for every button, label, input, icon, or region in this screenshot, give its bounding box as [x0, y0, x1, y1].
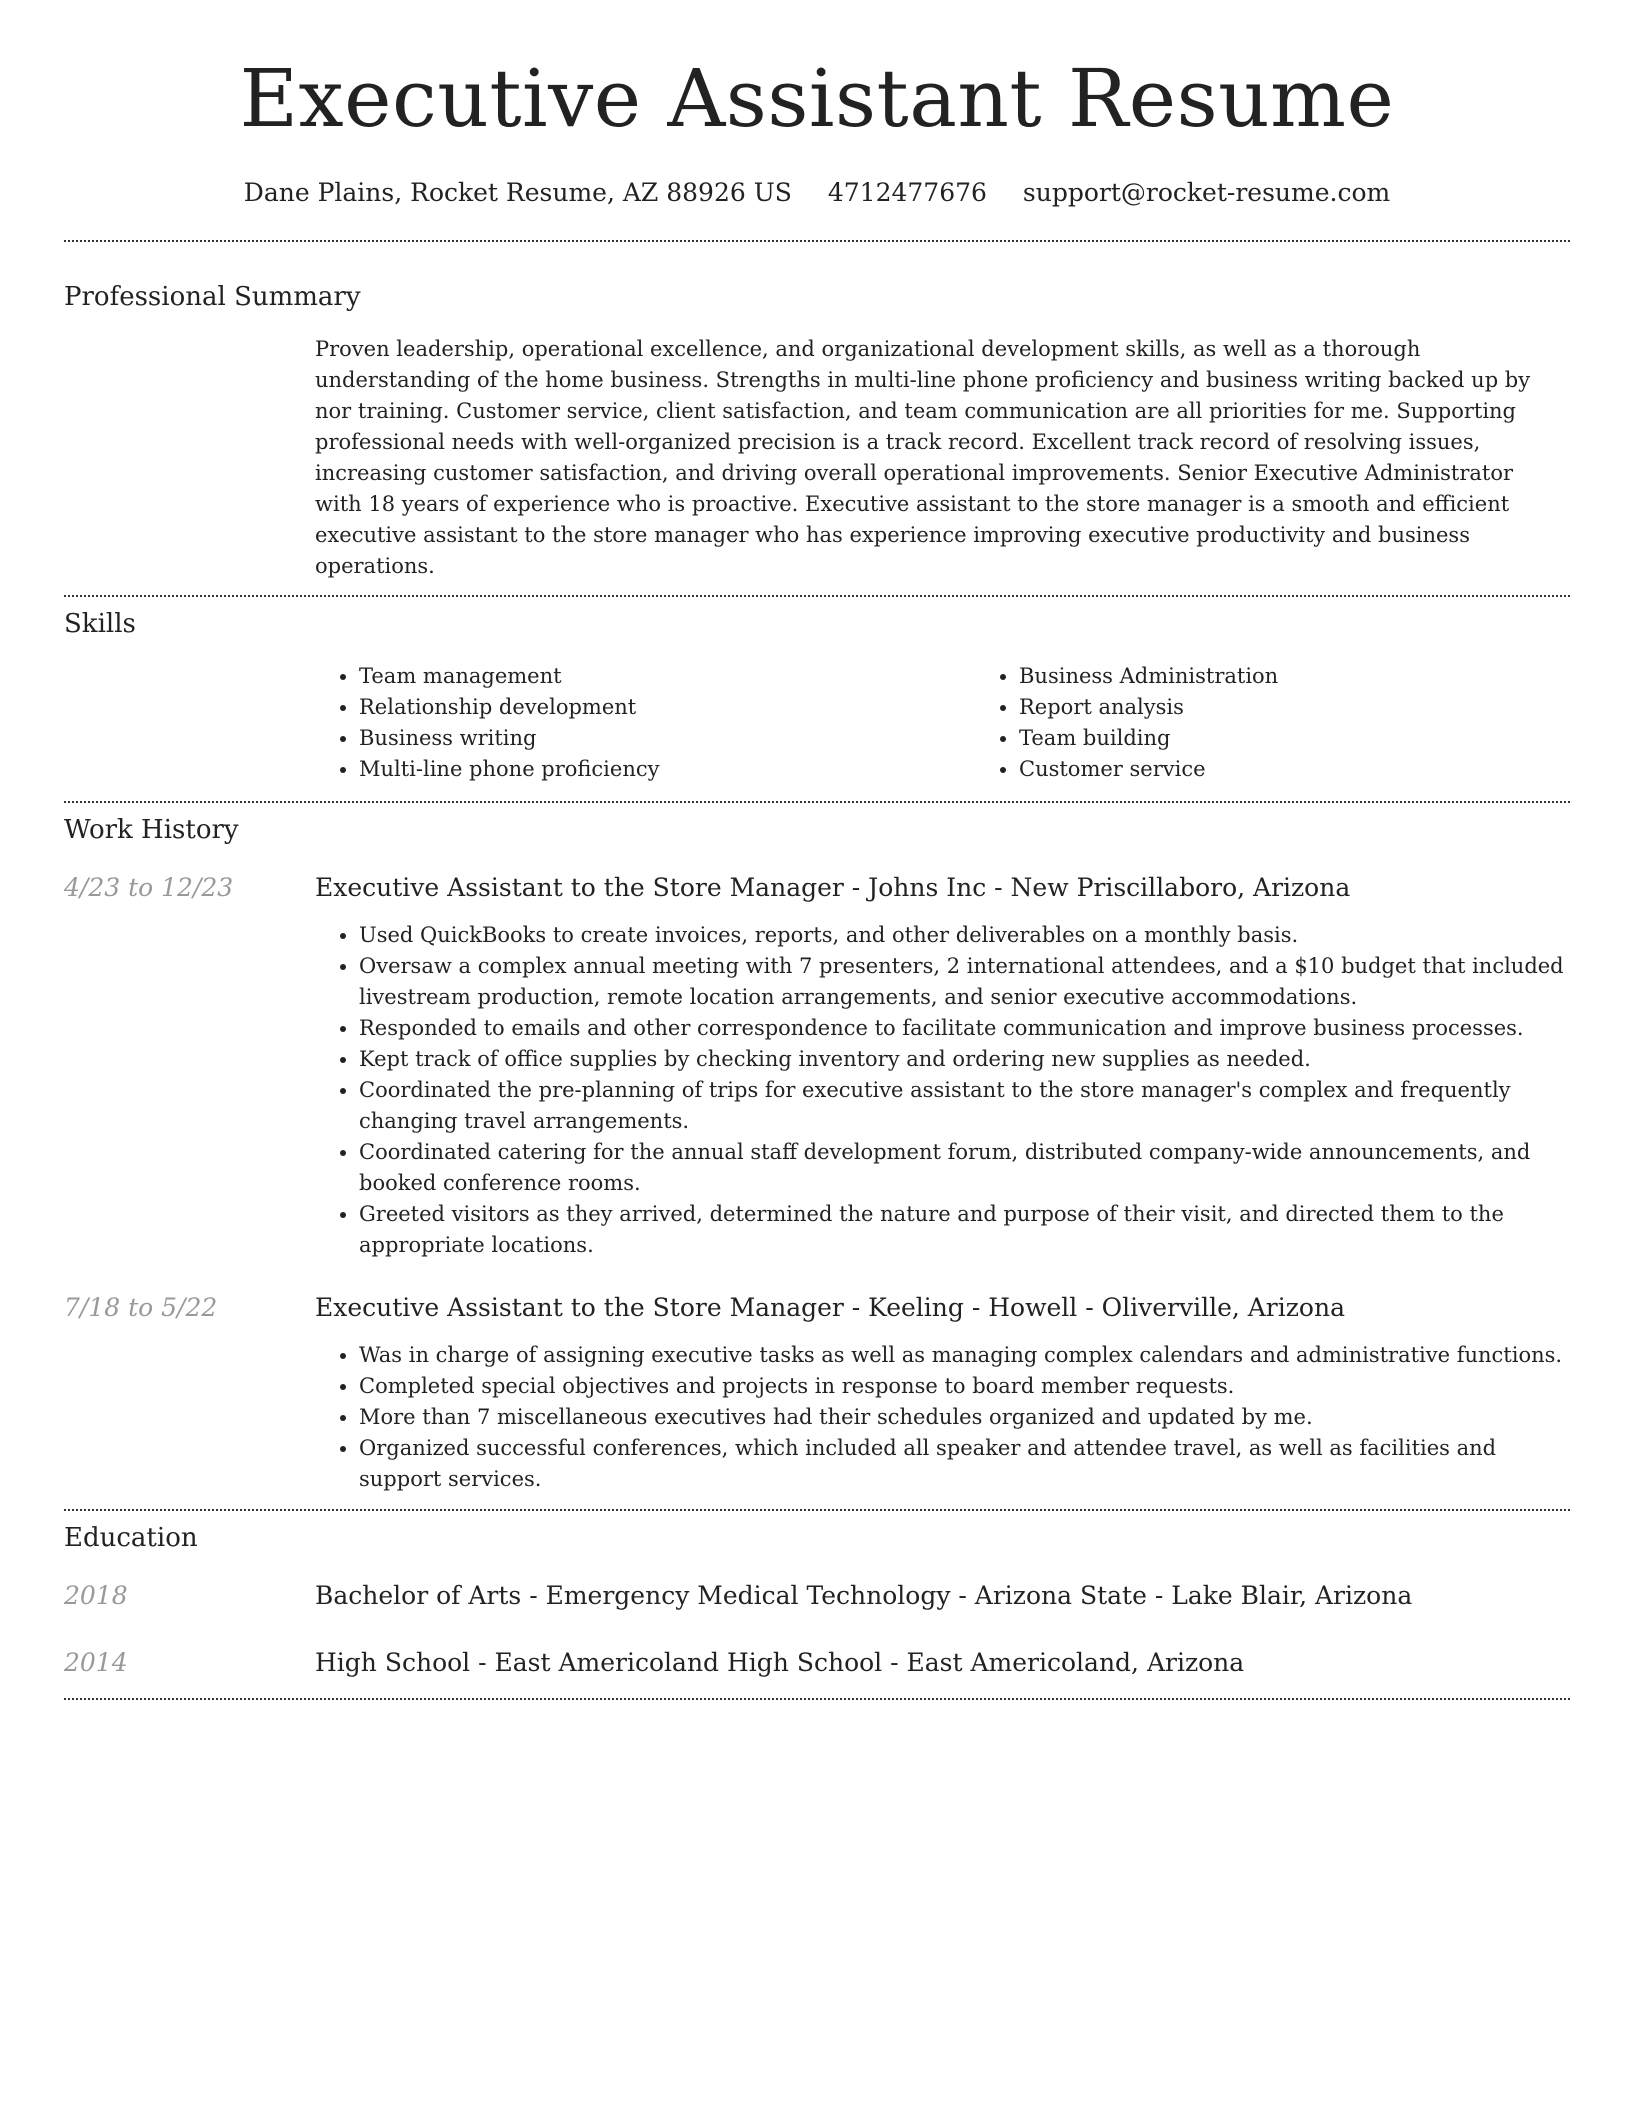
resume-title: Executive Assistant Resume — [239, 52, 1395, 145]
resume-page — [64, 0, 1570, 1700]
work-history-section — [64, 803, 1570, 1495]
contact-email: support@rocket-resume.com — [1022, 178, 1391, 207]
skill-item: • Report analysis — [1019, 692, 1632, 723]
contact-phone: 4712477676 — [827, 178, 987, 207]
job-entry — [64, 871, 1570, 1261]
education-detail: Bachelor of Arts - Emergency Medical Technology - Arizona State - Lake Blair, Arizona — [315, 1581, 1413, 1610]
skill-item: • Relationship development — [359, 692, 975, 723]
skill-item: • Customer service — [1019, 754, 1632, 785]
job-bullet: • Organized successful conferences, which included all speaker and attendee travel, as well as facilities and support services. — [359, 1433, 1570, 1495]
job-bullet: • Coordinated the pre-planning of trips for executive assistant to the store manager's complex and frequently changing travel arrangements. — [359, 1075, 1570, 1137]
skills-list-left — [315, 661, 975, 785]
job-bullets — [315, 920, 1570, 1261]
skills-section — [64, 597, 1570, 785]
skill-item: • Team management — [359, 661, 975, 692]
job-bullet: • Oversaw a complex annual meeting with 7 presenters, 2 international attendees, and a $10 budget that included livestream production, remote location arrangements, and senior executive accommodations. — [359, 951, 1570, 1013]
education-entry — [64, 1579, 1570, 1613]
education-year: 2018 — [64, 1581, 128, 1610]
skill-item: • Team building — [1019, 723, 1632, 754]
skill-item: • Business Administration — [1019, 661, 1632, 692]
job-bullet: • Coordinated catering for the annual staff development forum, distributed company-wide announcements, and booked conference rooms. — [359, 1137, 1570, 1199]
job-dates: 4/23 to 12/23 — [64, 873, 234, 902]
job-bullet: • Greeted visitors as they arrived, determined the nature and purpose of their visit, and directed them to the appropriate locations. — [359, 1199, 1570, 1261]
job-entry — [64, 1291, 1570, 1495]
skills-list-right — [975, 661, 1632, 785]
education-year: 2014 — [64, 1648, 128, 1677]
education-entry — [64, 1646, 1570, 1680]
contact-address: Dane Plains, Rocket Resume, AZ 88926 US — [243, 178, 792, 207]
education-heading: Education — [64, 1523, 198, 1553]
education-section — [64, 1511, 1570, 1680]
job-bullet: • Was in charge of assigning executive tasks as well as managing complex calendars and administrative functions. — [359, 1340, 1570, 1371]
job-title: Executive Assistant to the Store Manager - Johns Inc - New Priscillaboro, Arizona — [315, 873, 1351, 902]
work-history-heading: Work History — [64, 815, 239, 845]
summary-section — [64, 242, 1570, 582]
divider — [64, 1698, 1570, 1700]
skill-item: • Business writing — [359, 723, 975, 754]
job-bullet: • Kept track of office supplies by checking inventory and ordering new supplies as needed. — [359, 1044, 1570, 1075]
job-bullet: • Completed special objectives and projects in response to board member requests. — [359, 1371, 1570, 1402]
job-bullets — [315, 1340, 1570, 1495]
job-bullet: • Used QuickBooks to create invoices, reports, and other deliverables on a monthly basis. — [359, 920, 1570, 951]
summary-heading: Professional Summary — [64, 282, 361, 312]
job-dates: 7/18 to 5/22 — [64, 1293, 218, 1322]
skill-item: • Multi-line phone proficiency — [359, 754, 975, 785]
summary-text: Proven leadership, operational excellence, and organizational development skills, as well as a thorough understanding of the home business. Strengths in multi-line phone proficiency and business writing backed up by nor training. Customer service, client satisfaction, and team communication are all priorities for me. Supporting professional needs with well-organized precision is a track record. Excellent track record of resolving issues, increasing customer satisfaction, and driving overall operational improvements. Senior Executive Administrator with 18 years of experience who is proactive. Executive assistant to the store manager is a smooth and efficient executive assistant to the store manager who has experience improving executive productivity and business operations. — [315, 337, 1531, 578]
contact-line — [64, 176, 1570, 210]
job-bullet: • More than 7 miscellaneous executives had their schedules organized and updated by me. — [359, 1402, 1570, 1433]
skills-heading: Skills — [64, 609, 136, 639]
education-detail: High School - East Americoland High School - East Americoland, Arizona — [315, 1648, 1245, 1677]
job-bullet: • Responded to emails and other correspondence to facilitate communication and improve business processes. — [359, 1013, 1570, 1044]
job-title: Executive Assistant to the Store Manager - Keeling - Howell - Oliverville, Arizona — [315, 1293, 1345, 1322]
